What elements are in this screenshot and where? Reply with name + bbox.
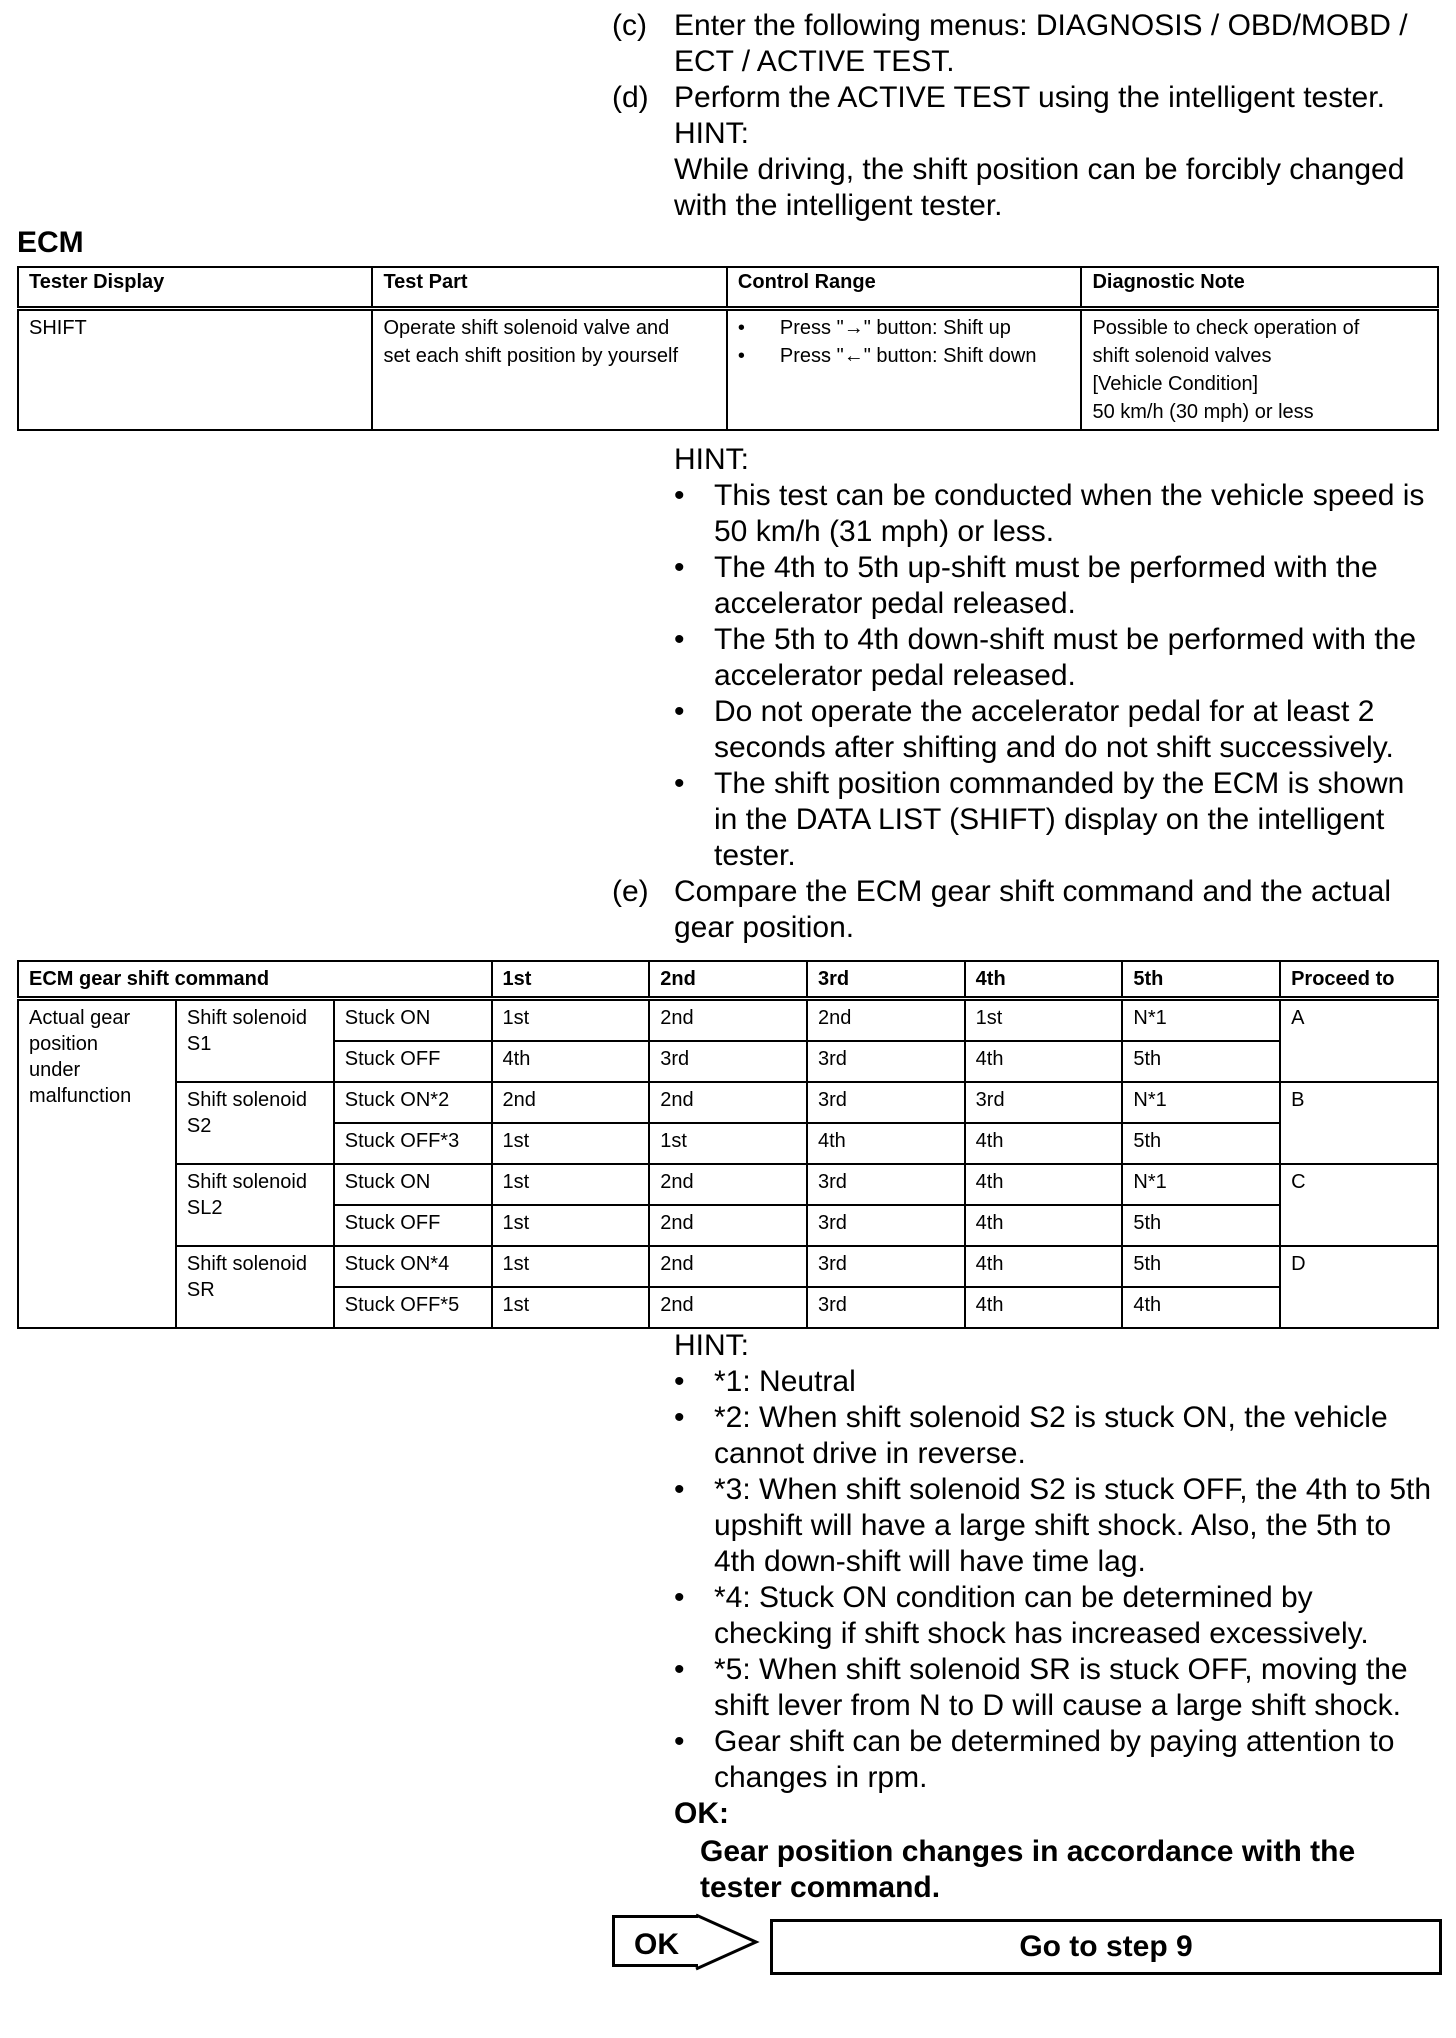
hint-2-item: • *2: When shift solenoid S2 is stuck ON, the vehicle cannot drive in reverse. xyxy=(674,1400,1454,1472)
gear-cell: 1st xyxy=(649,1123,807,1164)
gear-cell: 4th xyxy=(965,1287,1123,1328)
hint-2-item: • *5: When shift solenoid SR is stuck OFF, moving the shift lever from N to D will cause a large shift shock. xyxy=(674,1652,1454,1724)
ok-arrow-icon xyxy=(694,1913,764,1971)
hint-1-item: • The shift position commanded by the ECM is shown in the DATA LIST (SHIFT) display on the intelligent tester. xyxy=(674,766,1454,874)
header-control-range: Control Range xyxy=(727,267,1082,309)
hint-1-item: • Do not operate the accelerator pedal for at least 2 seconds after shifting and do not shift successively. xyxy=(674,694,1454,766)
header-3rd: 3rd xyxy=(807,961,965,999)
hint-block-1 xyxy=(674,442,1454,874)
gear-cell: 2nd xyxy=(649,1205,807,1246)
hint-1-title: HINT: xyxy=(674,443,749,476)
hint-2-title: HINT: xyxy=(674,1329,749,1362)
note-line: 50 km/h (30 mph) or less xyxy=(1092,401,1314,423)
row-group-label: Actual gear position under malfunction xyxy=(18,999,176,1329)
ok-statement: Gear position changes in accordance with the tester command. xyxy=(700,1835,1356,1904)
step-d-hint-title: HINT: xyxy=(674,117,749,150)
condition-cell: Stuck OFF xyxy=(334,1041,492,1082)
cell-diagnostic-note xyxy=(1081,309,1438,431)
ecm-section-title: ECM xyxy=(17,226,84,259)
gear-cell: N*1 xyxy=(1122,1164,1280,1205)
gear-cell: 1st xyxy=(492,999,650,1042)
gear-cell: 1st xyxy=(492,1205,650,1246)
hint-1-item: • This test can be conducted when the vehicle speed is 50 km/h (31 mph) or less. xyxy=(674,478,1454,550)
gear-cell: 3rd xyxy=(807,1164,965,1205)
cell-test-part xyxy=(372,309,726,431)
header-5th: 5th xyxy=(1122,961,1280,999)
step-c-line: Enter the following menus: DIAGNOSIS / OBD/MOBD / xyxy=(674,9,1408,42)
header-diagnostic-note: Diagnostic Note xyxy=(1081,267,1438,309)
step-e-line: gear position. xyxy=(674,911,855,944)
proceed-cell: B xyxy=(1280,1082,1438,1164)
condition-cell: Stuck OFF xyxy=(334,1205,492,1246)
gear-cell: 5th xyxy=(1122,1123,1280,1164)
header-4th: 4th xyxy=(965,961,1123,999)
ecm-active-test-table xyxy=(17,266,1439,431)
note-line: [Vehicle Condition] xyxy=(1092,373,1259,395)
step-c-label: (c) xyxy=(612,9,647,42)
table-row xyxy=(18,1164,1438,1205)
test-part-line: set each shift position by yourself xyxy=(383,345,679,367)
condition-cell: Stuck ON xyxy=(334,1164,492,1205)
ok-title: OK: xyxy=(674,1797,729,1830)
hint-2-item: • *4: Stuck ON condition can be determined by checking if shift shock has increased excessively. xyxy=(674,1580,1454,1652)
gear-cell: 2nd xyxy=(649,1287,807,1328)
gear-cell: 4th xyxy=(1122,1287,1280,1328)
hint-2-item: • Gear shift can be determined by paying attention to changes in rpm. xyxy=(674,1724,1454,1796)
hint-2-item: • *3: When shift solenoid S2 is stuck OFF, the 4th to 5th upshift will have a large shift shock. Also, the 5th to 4th down-shift will have time lag. xyxy=(674,1472,1454,1580)
table-header-row xyxy=(18,961,1438,999)
gear-cell: 2nd xyxy=(807,999,965,1042)
table-row xyxy=(18,999,1438,1042)
header-1st: 1st xyxy=(492,961,650,999)
condition-cell: Stuck ON*4 xyxy=(334,1246,492,1287)
gear-cell: 2nd xyxy=(649,999,807,1042)
table-row xyxy=(18,1082,1438,1123)
gear-cell: 5th xyxy=(1122,1041,1280,1082)
note-line: Possible to check operation of xyxy=(1092,317,1360,339)
test-part-line: Operate shift solenoid valve and xyxy=(383,317,670,339)
gear-cell: 2nd xyxy=(649,1082,807,1123)
step-e-label: (e) xyxy=(612,875,649,908)
condition-cell: Stuck ON*2 xyxy=(334,1082,492,1123)
gear-cell: 3rd xyxy=(649,1041,807,1082)
gear-cell: 3rd xyxy=(807,1041,965,1082)
table-row xyxy=(18,1246,1438,1287)
gear-cell: 2nd xyxy=(492,1082,650,1123)
control-range-item: • Press "→" button: Shift up xyxy=(738,314,1071,342)
gear-shift-table xyxy=(17,960,1439,1329)
hint-1-item: • The 4th to 5th up-shift must be performed with the accelerator pedal released. xyxy=(674,550,1454,622)
solenoid-s1: Shift solenoid S1 xyxy=(176,999,334,1083)
hint-1-item: • The 5th to 4th down-shift must be performed with the accelerator pedal released. xyxy=(674,622,1454,694)
header-ecm-command: ECM gear shift command xyxy=(18,961,492,999)
header-2nd: 2nd xyxy=(649,961,807,999)
gear-cell: 5th xyxy=(1122,1246,1280,1287)
gear-cell: 3rd xyxy=(807,1287,965,1328)
goto-step-button[interactable]: Go to step 9 xyxy=(770,1919,1442,1975)
gear-cell: 4th xyxy=(965,1205,1123,1246)
step-d-hint-line: with the intelligent tester. xyxy=(674,189,1003,222)
gear-cell: 4th xyxy=(492,1041,650,1082)
gear-cell: 1st xyxy=(492,1123,650,1164)
step-d-label: (d) xyxy=(612,81,649,114)
solenoid-s2: Shift solenoid S2 xyxy=(176,1082,334,1164)
cell-tester-display: SHIFT xyxy=(18,309,372,431)
gear-cell: 2nd xyxy=(649,1246,807,1287)
gear-cell: N*1 xyxy=(1122,999,1280,1042)
control-range-item: • Press "←" button: Shift down xyxy=(738,342,1071,370)
gear-cell: 4th xyxy=(965,1246,1123,1287)
gear-cell: 1st xyxy=(492,1287,650,1328)
hint-block-2 xyxy=(674,1328,1454,1796)
note-line: shift solenoid valves xyxy=(1092,345,1272,367)
gear-cell: 3rd xyxy=(807,1246,965,1287)
proceed-cell: A xyxy=(1280,999,1438,1083)
gear-cell: 4th xyxy=(965,1123,1123,1164)
hint-2-item: • *1: Neutral xyxy=(674,1364,1454,1400)
step-e-line: Compare the ECM gear shift command and the actual xyxy=(674,875,1392,908)
step-c-line: ECT / ACTIVE TEST. xyxy=(674,45,955,78)
proceed-cell: D xyxy=(1280,1246,1438,1328)
solenoid-sr: Shift solenoid SR xyxy=(176,1246,334,1328)
header-proceed-to: Proceed to xyxy=(1280,961,1438,999)
ok-badge-label: OK xyxy=(634,1928,679,1961)
solenoid-sl2: Shift solenoid SL2 xyxy=(176,1164,334,1246)
condition-cell: Stuck OFF*5 xyxy=(334,1287,492,1328)
proceed-cell: C xyxy=(1280,1164,1438,1246)
header-tester-display: Tester Display xyxy=(18,267,372,309)
gear-cell: N*1 xyxy=(1122,1082,1280,1123)
gear-cell: 4th xyxy=(965,1164,1123,1205)
table-header-row xyxy=(18,267,1438,309)
gear-cell: 3rd xyxy=(965,1082,1123,1123)
gear-cell: 3rd xyxy=(807,1082,965,1123)
gear-cell: 4th xyxy=(965,1041,1123,1082)
condition-cell: Stuck OFF*3 xyxy=(334,1123,492,1164)
gear-cell: 3rd xyxy=(807,1205,965,1246)
gear-cell: 1st xyxy=(965,999,1123,1042)
gear-cell: 5th xyxy=(1122,1205,1280,1246)
step-d-line: Perform the ACTIVE TEST using the intelligent tester. xyxy=(674,81,1385,114)
step-d-hint-line: While driving, the shift position can be forcibly changed xyxy=(674,153,1405,186)
condition-cell: Stuck ON xyxy=(334,999,492,1042)
table-row xyxy=(18,309,1438,431)
gear-cell: 2nd xyxy=(649,1164,807,1205)
gear-cell: 1st xyxy=(492,1246,650,1287)
gear-cell: 4th xyxy=(807,1123,965,1164)
cell-control-range xyxy=(727,309,1082,431)
header-test-part: Test Part xyxy=(372,267,726,309)
gear-cell: 1st xyxy=(492,1164,650,1205)
